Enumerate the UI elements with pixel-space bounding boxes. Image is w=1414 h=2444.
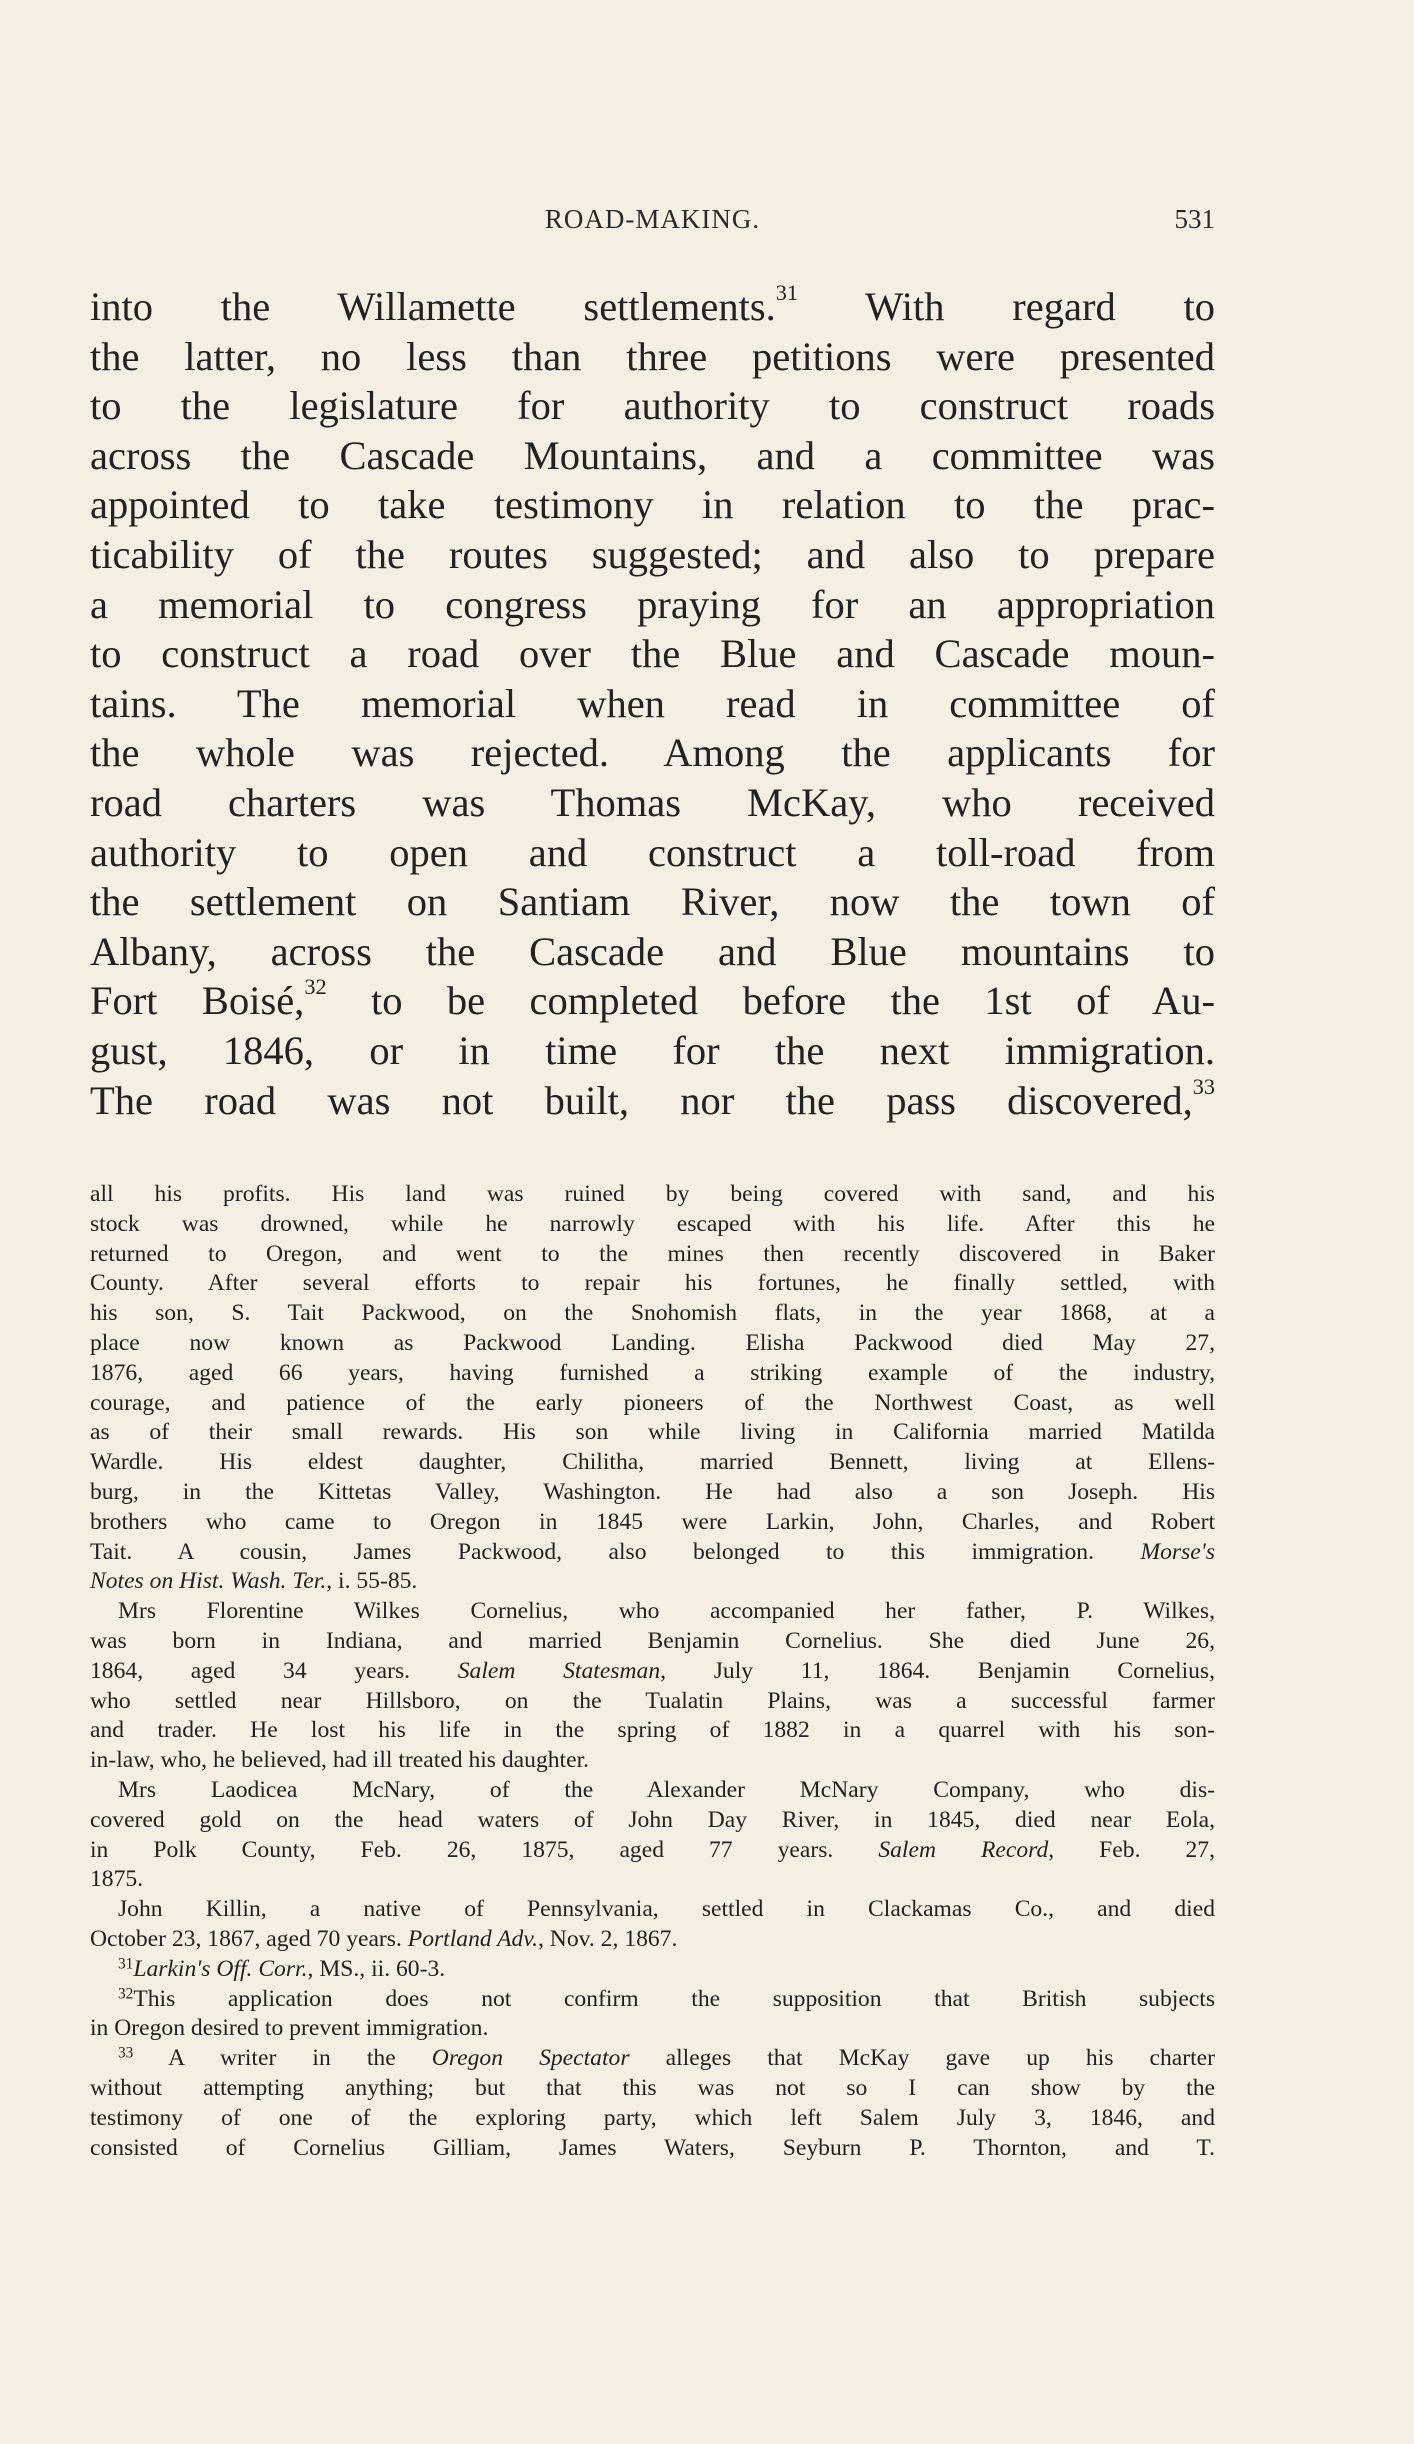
main-text [90, 279, 1215, 1125]
text-line: tains. The memorial when read in committee of [90, 680, 1215, 726]
text-line: the whole was rejected. Among the applicants for [90, 730, 1215, 776]
text-line: a memorial to congress praying for an appropriation [90, 581, 1215, 627]
text-line: road charters was Thomas McKay, who received [90, 779, 1215, 825]
footnote-marker: 33 [118, 2044, 134, 2062]
footnote-line: Tait. A cousin, James Packwood, also belonged to this immigration. Morse's [90, 1538, 1215, 1565]
page-number: 531 [1174, 204, 1215, 234]
text-line: to construct a road over the Blue and Cascade moun- [90, 631, 1215, 677]
footnote-line: 1876, aged 66 years, having furnished a striking example of the industry, [90, 1359, 1215, 1386]
footnote-line: October 23, 1867, aged 70 years. Portland Adv., Nov. 2, 1867. [90, 1925, 678, 1952]
footnote-line: as of their small rewards. His son while living in California married Matilda [90, 1419, 1215, 1446]
footnote-line: County. After several efforts to repair his fortunes, he finally settled, with [90, 1270, 1215, 1297]
footnote-marker: 32 [118, 1984, 134, 2002]
text-line: The road was not built, nor the pass discovered,$^{33}$ [90, 1073, 1215, 1123]
text-line: gust, 1846, or in time for the next immigration. [90, 1027, 1215, 1073]
footnote-line: place now known as Packwood Landing. Elisha Packwood died May 27, [90, 1329, 1215, 1356]
text-line: Albany, across the Cascade and Blue mountains to [90, 928, 1215, 974]
footnote-line: was born in Indiana, and married Benjamin Cornelius. She died June 26, [90, 1627, 1215, 1654]
text-line: into the Willamette settlements.$^{31}$ With regard to [90, 279, 1215, 329]
footnote-line: courage, and patience of the early pioneers of the Northwest Coast, as well [90, 1389, 1215, 1416]
text-line: ticability of the routes suggested; and also to prepare [90, 531, 1215, 577]
footnote-ref[interactable]: 32 [304, 974, 327, 1000]
running-head [90, 196, 1215, 246]
footnote-ref[interactable]: 33 [1192, 1073, 1215, 1099]
text-line: across the Cascade Mountains, and a committee was [90, 432, 1215, 478]
footnote-line: John Killin, a native of Pennsylvania, settled in Clackamas Co., and died [118, 1896, 1215, 1923]
text-line: appointed to take testimony in relation to the prac- [90, 482, 1215, 528]
footnote-line: Notes on Hist. Wash. Ter., i. 55-85. [90, 1568, 418, 1595]
footnote-line: his son, S. Tait Packwood, on the Snohomish flats, in the year 1868, at a [90, 1300, 1215, 1327]
footnote-line: testimony of one of the exploring party, which left Salem July 3, 1846, and [90, 2104, 1215, 2131]
footnote-line: 1875. [90, 1866, 144, 1893]
footnote-line: consisted of Cornelius Gilliam, James Waters, Seyburn P. Thornton, and T. [90, 2134, 1215, 2161]
footnote-line: in Oregon desired to prevent immigration. [90, 2015, 489, 2042]
text-line: Fort Boisé,$^{32}$ to be completed before the 1st of Au- [90, 974, 1215, 1024]
footnote-line: and trader. He lost his life in the spring of 1882 in a quarrel with his son- [90, 1717, 1215, 1744]
running-title: ROAD-MAKING. [544, 204, 761, 234]
footnote-line: in-law, who, he believed, had ill treated his daughter. [90, 1747, 590, 1774]
footnote-marker: 31 [118, 1955, 134, 1973]
text-line: the latter, no less than three petitions were presented [90, 333, 1215, 379]
footnote-line: returned to Oregon, and went to the mines then recently discovered in Baker [90, 1240, 1215, 1267]
footnote-line: Mrs Laodicea McNary, of the Alexander McNary Company, who dis- [118, 1776, 1215, 1803]
text-line: the settlement on Santiam River, now the town of [90, 879, 1215, 925]
footnote-line: Wardle. His eldest daughter, Chilitha, married Bennett, living at Ellens- [90, 1449, 1215, 1476]
footnote-line: in Polk County, Feb. 26, 1875, aged 77 years. Salem Record, Feb. 27, [90, 1836, 1215, 1863]
text-line: to the legislature for authority to construct roads [90, 383, 1215, 429]
footnote-line: covered gold on the head waters of John Day River, in 1845, died near Eola, [90, 1806, 1215, 1833]
footnote-line: $^{32}$This application does not confirm the supposition that British subjects [118, 1984, 1215, 2012]
footnote-line: $^{31}$Larkin's Off. Corr., MS., ii. 60-3. [118, 1955, 446, 1982]
footnote-line: 1864, aged 34 years. Salem Statesman, July 11, 1864. Benjamin Cornelius, [90, 1657, 1215, 1684]
footnote-line: without attempting anything; but that this was not so I can show by the [90, 2074, 1215, 2101]
footnote-line: brothers who came to Oregon in 1845 were Larkin, John, Charles, and Robert [90, 1508, 1215, 1535]
footnote-line: all his profits. His land was ruined by being covered with sand, and his [90, 1181, 1215, 1207]
footnote-line: who settled near Hillsboro, on the Tualatin Plains, was a successful farmer [90, 1687, 1215, 1714]
footnote-line: burg, in the Kittetas Valley, Washington. He had also a son Joseph. His [90, 1478, 1215, 1505]
footnotes [90, 1180, 1215, 2163]
footnote-ref[interactable]: 31 [775, 279, 799, 305]
text-line: authority to open and construct a toll-road from [90, 829, 1215, 875]
footnote-line: stock was drowned, while he narrowly escaped with his life. After this he [90, 1210, 1215, 1237]
footnote-line: Mrs Florentine Wilkes Cornelius, who accompanied her father, P. Wilkes, [118, 1598, 1215, 1625]
footnote-line: $^{33}$ A writer in the Oregon Spectator alleges that McKay gave up his charter [118, 2044, 1215, 2072]
